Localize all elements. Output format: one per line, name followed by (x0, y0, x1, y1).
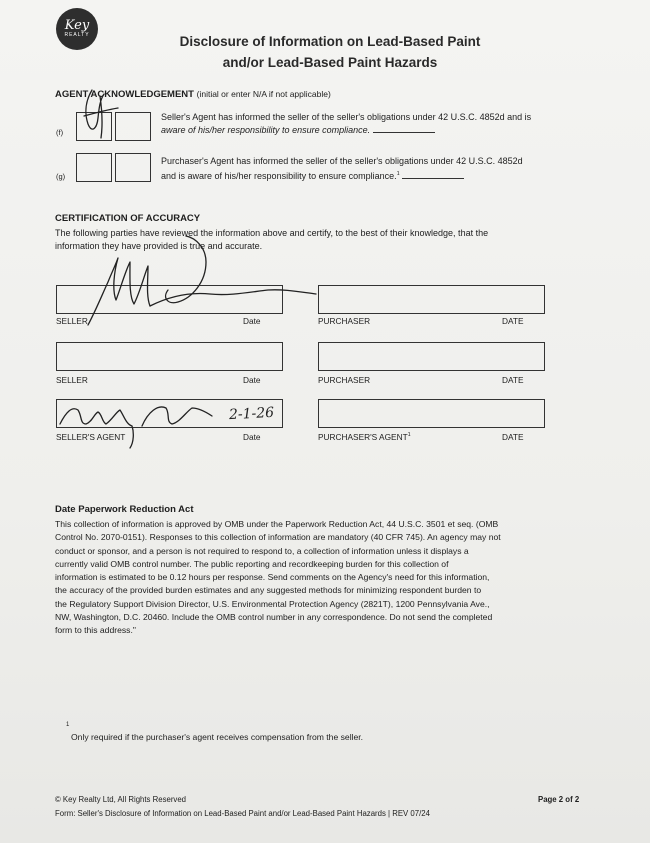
key-realty-logo: Key REALTY (56, 8, 98, 50)
paperwork-heading: Date Paperwork Reduction Act (55, 504, 194, 515)
paperwork-line: form to this address." (55, 625, 136, 636)
page-number: Page 2 of 2 (538, 795, 580, 804)
footnote-text: Only required if the purchaser's agent receives compensation from the seller. (71, 732, 364, 742)
seller-date-caption-1: Date (243, 316, 261, 326)
agent-ack-heading: AGENT ACKNOWLEDGEMENT (initial or enter N/A if not applicable) (55, 89, 331, 100)
item-g-label: (g) (56, 172, 66, 181)
purchaser-signature-box-1[interactable] (318, 285, 545, 314)
certification-heading: CERTIFICATION OF ACCURACY (55, 213, 201, 224)
paperwork-line: Control No. 2070-0151). Responses to this collection of information are mandatory (40 CFR 745). An agency may not (55, 532, 501, 543)
seller-agent-initial-box-2[interactable] (115, 112, 151, 141)
paperwork-line: conduct or sponsor, and a person is not required to respond to, a collection of information unless it displays a (55, 545, 469, 556)
paperwork-line: information is estimated to be 0.12 hours per response. Send comments on the Agency's need for this information, (55, 572, 490, 583)
purchaser-date-caption-1: DATE (502, 316, 524, 326)
page-subtitle: and/or Lead-Based Paint Hazards (222, 55, 438, 70)
seller-agent-date-caption: Date (243, 432, 261, 442)
purchaser-agent-initial-box-1[interactable] (76, 153, 112, 182)
paperwork-line: currently valid OMB control number. The public reporting and recordkeeping burden for this collection of (55, 558, 449, 569)
seller-agent-statement: Seller's Agent has informed the seller of the seller's obligations under 42 U.S.C. 4852d and is aware of his/her responsibility to ensure compliance. (161, 112, 532, 135)
purchaser-agent-statement: Purchaser's Agent has informed the seller of the seller's obligations under 42 U.S.C. 4852d and is aware of his/her responsibility to ensure compliance.$^1$ (161, 156, 523, 181)
seller-agent-blank[interactable] (373, 124, 435, 133)
purchaser-caption-1: PURCHASER (318, 316, 371, 326)
seller-caption-2: SELLER (56, 375, 88, 385)
certification-text: The following parties have reviewed the information above and certify, to the best of their knowledge, that the information they have provided is true and accurate. (55, 228, 489, 251)
purchaser-agent-caption: PURCHASER'S AGENT$^1$ (318, 432, 411, 442)
seller-date-caption-2: Date (243, 375, 261, 385)
purchaser-agent-date-caption: DATE (502, 432, 524, 442)
footnote-mark: 1 (66, 722, 70, 728)
purchaser-caption-2: PURCHASER (318, 375, 371, 385)
paperwork-line: This collection of information is approved by OMB under the Paperwork Reduction Act, 44 U.S.C. 3501 et seq. (OMB (55, 519, 499, 529)
purchaser-agent-blank[interactable] (402, 170, 464, 179)
purchaser-agent-signature-box[interactable] (318, 399, 545, 428)
paperwork-line: the Regulatory Support Division Director, U.S. Environmental Protection Agency (2821T), 1200 Pennsylvania Ave., (55, 598, 490, 609)
paperwork-line: the accuracy of the provided burden estimates and any suggested methods for minimizing respondent burden to (55, 585, 482, 596)
purchaser-date-caption-2: DATE (502, 375, 524, 385)
form-name-text: Form: Seller's Disclosure of Information on Lead-Based Paint and/or Lead-Based Paint Hazards | REV 07/24 (55, 809, 430, 818)
page-title: Disclosure of Information on Lead-Based Paint (179, 34, 481, 49)
paperwork-line: NW, Washington, D.C. 20460. Include the OMB control number in any correspondence. Do not send the completed (55, 612, 493, 623)
purchaser-signature-box-2[interactable] (318, 342, 545, 371)
seller-signature-box-1[interactable] (56, 285, 283, 314)
seller-signature-box-2[interactable] (56, 342, 283, 371)
purchaser-agent-initial-box-2[interactable] (115, 153, 151, 182)
handwritten-date: 2-1-26 (228, 404, 275, 424)
paperwork-text (55, 518, 501, 638)
seller-agent-caption: SELLER'S AGENT (56, 432, 126, 442)
seller-agent-initial-box-1[interactable] (76, 112, 112, 141)
copyright-text: © Key Realty Ltd, All Rights Reserved (55, 795, 186, 804)
item-f-label: (f) (56, 128, 64, 137)
seller-caption-1: SELLER (56, 316, 88, 326)
